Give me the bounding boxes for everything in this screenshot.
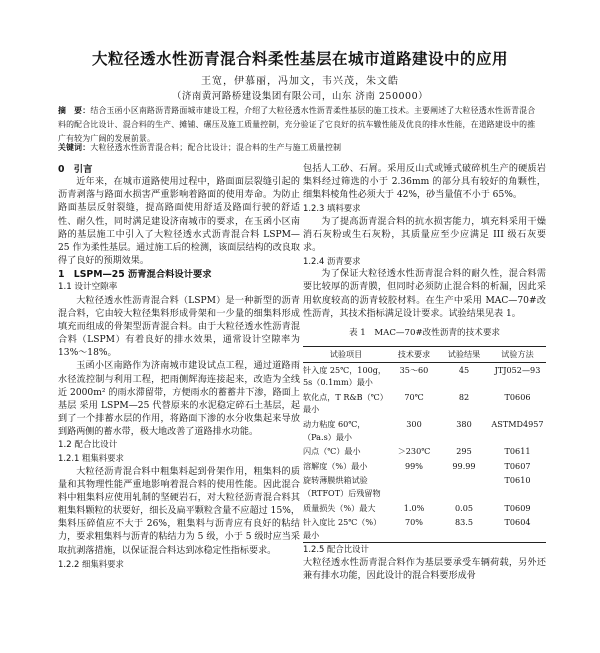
paragraph: 近年来，在城市道路使用过程中，路面面层裂缝引起的沥青剥落与路面水损害严重影响着路面的使用寿命。为防止路面基层反射裂缝，提高路面使用舒适及路面行驶的舒适性、耐久性，同时满足建设济南城市的要求，在玉函小区南路的基层施工中引入了大粒径透水式沥青混合料 LSPM—25 作为柔性基层。通过施工后的检测，该面层结构的改良取得了良好的预期效果。 [58, 177, 300, 267]
table-row [303, 473, 546, 500]
paragraph: 为了提高沥青混合料的抗水损害能力，填充料采用干燥消石灰粉或生石灰粉，其质量应至少应满足 III 级石灰要求。 [303, 216, 546, 253]
table-row [303, 390, 546, 417]
section-heading: 1.2.3 填料要求 [303, 203, 361, 214]
table-header-cell: 技术要求 [389, 347, 439, 363]
table-row [303, 459, 546, 474]
table-row [303, 515, 546, 543]
table-cell: 70% [389, 515, 439, 543]
keywords-label: 关键词： [58, 143, 91, 152]
table-cell: 35～60 [399, 364, 429, 375]
abstract-text: 结合玉函小区南路沥青路面城市建设工程，介绍了大粒径透水性沥青柔性基层的施工技术。主要阐述了大粒径透水性沥青混合料的配合比设计、混合料的生产、摊铺、碾压及施工质量控制，充分验证了它良好的抗车辙性能及优良的排水性能，在道路建设中的推广有较为广阔的发展前景。 [58, 106, 536, 143]
table-row [303, 501, 546, 516]
table-cell: 针入度比 25℃（%）最小 [303, 515, 389, 543]
table-cell: 质量损失（%）最大 [303, 502, 376, 513]
table-cell: 动力粘度 60℃，（Pa.s）最小 [303, 419, 366, 442]
table-cell: 软化点，T R&B（℃）最小 [303, 391, 388, 415]
keywords-text: 大粒径透水性沥青混合料；配合比设计；混合料的生产与施工质量控制 [90, 143, 342, 152]
table-cell: ＞230℃ [397, 446, 431, 457]
table-caption: 表 1 MAC—70#改性沥青的技术要求 [348, 327, 501, 338]
table-header-cell: 试验方法 [489, 347, 546, 363]
table-header-row [303, 347, 546, 363]
paragraph: 玉函小区南路作为济南城市建设试点工程，通过道路雨水径流控制与利用工程，把雨侧辉海连接起来，改造为全线近 2000m² 的雨水滞留带，方便雨水的蓄蓄井下渗，路面上基层 采用 LSPM—25 代替原来的水泥稳定碎石土基层，起到了一个排蓄水层的作用，将路面下渗的水分收集起来导放到路两侧的蓄水带，极大地改善了道路排水功能。 [58, 361, 300, 438]
table-row [303, 417, 546, 444]
table-cell: 70℃ [404, 391, 424, 402]
table-cell: 旋转薄膜烘箱试验（RTFOT）后残留物 [303, 475, 381, 498]
paragraph: 大粒径透水性沥青混合料（LSPM）是一种新型的沥青混合料，它由较大粒径集料形成骨架和一少量的细集料形成填充而组成的骨架型沥青混合料。由于大粒径透水性沥青混合料（LSPM）有着良好的排水效果，通常设计空隙率为13%～18%。 [58, 295, 300, 359]
table-cell: 83.5 [439, 515, 489, 543]
paragraph: 大粒径沥青混合料中粗集料起到骨架作用，粗集料的质量和其物理性能严重地影响着混合料的使用性能。因此混合料中粗集料应使用轧制的坚硬岩石，对大粒径沥青混合料其粗集料颗粒的状要好，细长及扁平颗粒含量不应超过 15%，集料压碎值应不大于 26%，粗集料与沥青应有良好的粘结力，要求粗集料与沥青的粘结力为 5 级，小于 5 级时应当采取抗剥落措施，以保证混合料达到冰稳定性指标要求。 [58, 466, 300, 556]
table-cell: T0610 [504, 475, 531, 486]
right-column-top [303, 163, 546, 321]
table-cell: 1.0% [403, 502, 425, 513]
table-cell: 295 [456, 446, 472, 457]
table-cell: 45 [458, 364, 470, 375]
abstract-label: 摘 要： [58, 106, 91, 115]
asphalt-spec-table [303, 346, 546, 543]
table-cell [389, 473, 439, 500]
table-cell: T0606 [504, 391, 531, 402]
table-cell: 溶解度（%）最小 [303, 460, 368, 471]
table-header-cell: 试验项目 [303, 347, 389, 363]
table-row [303, 362, 546, 390]
table-header-cell: 试验结果 [439, 347, 489, 363]
section-heading: 1.2.5 配合比设计 [303, 544, 369, 555]
section-heading: 0 引言 [58, 164, 93, 175]
authors: 王宽，伊慕丽，冯加文，韦兴茂，朱文皓 [201, 76, 399, 87]
table-cell: 闪点（℃）最小 [303, 446, 361, 457]
section-heading: 1.1 设计空隙率 [58, 282, 118, 293]
table-cell: 380 [456, 419, 472, 429]
table-row [303, 444, 546, 459]
table-cell: 0.05 [454, 502, 474, 513]
table-cell: 99.99 [452, 460, 476, 471]
table-cell: T0609 [504, 502, 531, 513]
right-column [303, 163, 546, 583]
paragraph: 大粒径透水性沥青混合料作为基层要承受车辆荷载，另外还兼有排水功能，因此设计的混合料要形成骨 [303, 557, 546, 581]
right-column-bottom [303, 543, 546, 582]
table-cell [439, 473, 489, 500]
section-heading: 1 LSPM—25 沥青混合料设计要求 [58, 269, 212, 281]
keywords [58, 142, 543, 153]
paragraph: 包括人工砂、石屑。采用反山式或锤式破碎机生产的硬质岩集料经过筛选的小于 2.36mm 的部分具有较好的角颗性，细集料棱角性必须大于 42%，砂当量值不小于 65%。 [303, 164, 546, 201]
section-heading: 1.2.2 细集料要求 [58, 558, 124, 569]
paragraph: 为了保证大粒径透水性沥青混合料的耐久性，混合料需要比较厚的沥青膜，但同时必须防止混合料的析漏，因此采用软度较高的沥青较胶材料。在生产中采用 MAC—70#改性沥青，其技术指标满足设计要求。试验结果见表 1。 [303, 269, 546, 319]
table-cell: T0611 [504, 446, 531, 457]
table-cell: JTJ052—93 [494, 364, 541, 375]
affiliation: （济南黄河路桥建设集团有限公司，山东 济南 250000） [171, 91, 429, 102]
section-heading: 1.2 配合比设计 [58, 440, 118, 451]
table-cell: T0604 [489, 515, 546, 543]
table-cell: 99% [405, 460, 423, 471]
left-column [58, 163, 300, 571]
table-cell: T0607 [504, 460, 531, 471]
table-cell: 300 [406, 419, 422, 429]
abstract [58, 104, 543, 146]
table-cell: 82 [458, 391, 470, 402]
section-heading: 1.2.1 粗集料要求 [58, 453, 124, 464]
paper-title: 大粒径透水性沥青混合料柔性基层在城市道路建设中的应用 [91, 50, 508, 68]
table-cell: 针入度 25℃，100g，5s（0.1mm）最小 [303, 364, 387, 388]
table-cell: ASTMD4957 [491, 419, 544, 429]
section-heading: 1.2.4 沥青要求 [303, 256, 361, 267]
